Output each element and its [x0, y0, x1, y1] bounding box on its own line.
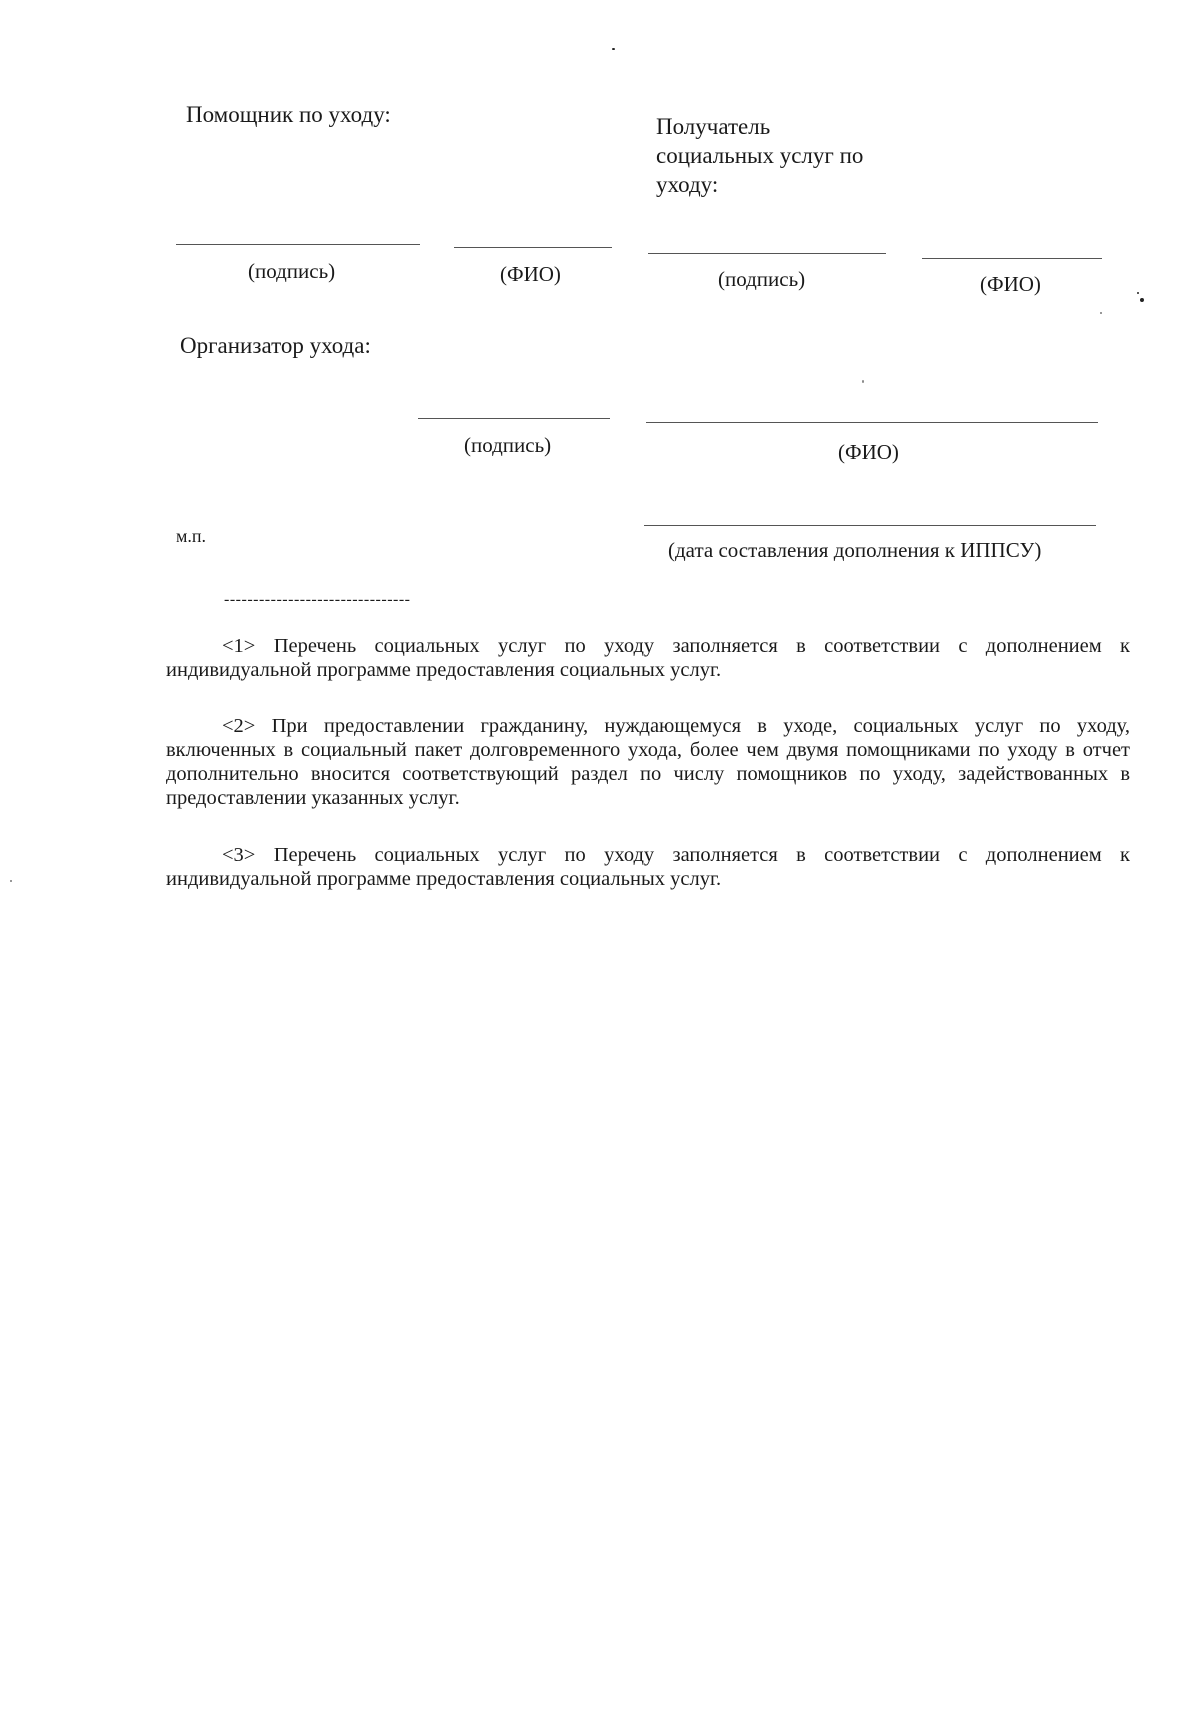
stamp-place-label: м.п. — [176, 526, 207, 546]
date-line — [644, 525, 1096, 526]
assistant-fio-line — [454, 247, 612, 248]
recipient-signature-caption: (подпись) — [718, 267, 806, 291]
recipient-label-line-1: Получатель — [656, 114, 771, 139]
recipient-signature-line — [648, 253, 886, 254]
assistant-signature-line — [176, 244, 420, 245]
organizer-signature-line — [418, 418, 610, 419]
scan-speck — [1137, 292, 1139, 294]
footnote-separator: -------------------------------- — [224, 591, 411, 608]
organizer-label: Организатор ухода: — [180, 333, 371, 358]
assistant-label: Помощник по уходу: — [186, 102, 391, 127]
assistant-signature-caption: (подпись) — [248, 259, 336, 283]
date-caption: (дата составления дополнения к ИППСУ) — [668, 538, 1042, 562]
recipient-label-line-2: социальных услуг по — [656, 143, 864, 168]
scan-speck — [862, 380, 864, 383]
scan-speck — [1140, 298, 1144, 302]
footnote-2: <2> При предоставлении гражданину, нуждающемуся в уходе, социальных услуг по уходу, включенных в социальный пакет долговременного ухода, более чем двумя помощниками по уходу в отчет дополнительно вносится соответствующий раздел по числу помощников по уходу, задействованных в предоставлении указанных услуг. — [166, 715, 1130, 809]
scan-speck — [1100, 312, 1102, 314]
recipient-label — [656, 112, 863, 199]
recipient-fio-caption: (ФИО) — [980, 272, 1041, 296]
organizer-fio-caption: (ФИО) — [838, 440, 899, 464]
organizer-fio-line — [646, 422, 1098, 423]
assistant-fio-caption: (ФИО) — [500, 262, 561, 286]
scan-speck — [10, 880, 12, 882]
footnote-3: <3> Перечень социальных услуг по уходу заполняется в соответствии с дополнением к индивидуальной программе предоставления социальных услуг. — [166, 844, 1130, 890]
organizer-signature-caption: (подпись) — [464, 433, 552, 457]
recipient-label-line-3: уходу: — [656, 172, 719, 197]
recipient-fio-line — [922, 258, 1102, 259]
footnote-1: <1> Перечень социальных услуг по уходу заполняется в соответствии с дополнением к индивидуальной программе предоставления социальных услуг. — [166, 635, 1130, 681]
scan-speck — [612, 48, 615, 50]
